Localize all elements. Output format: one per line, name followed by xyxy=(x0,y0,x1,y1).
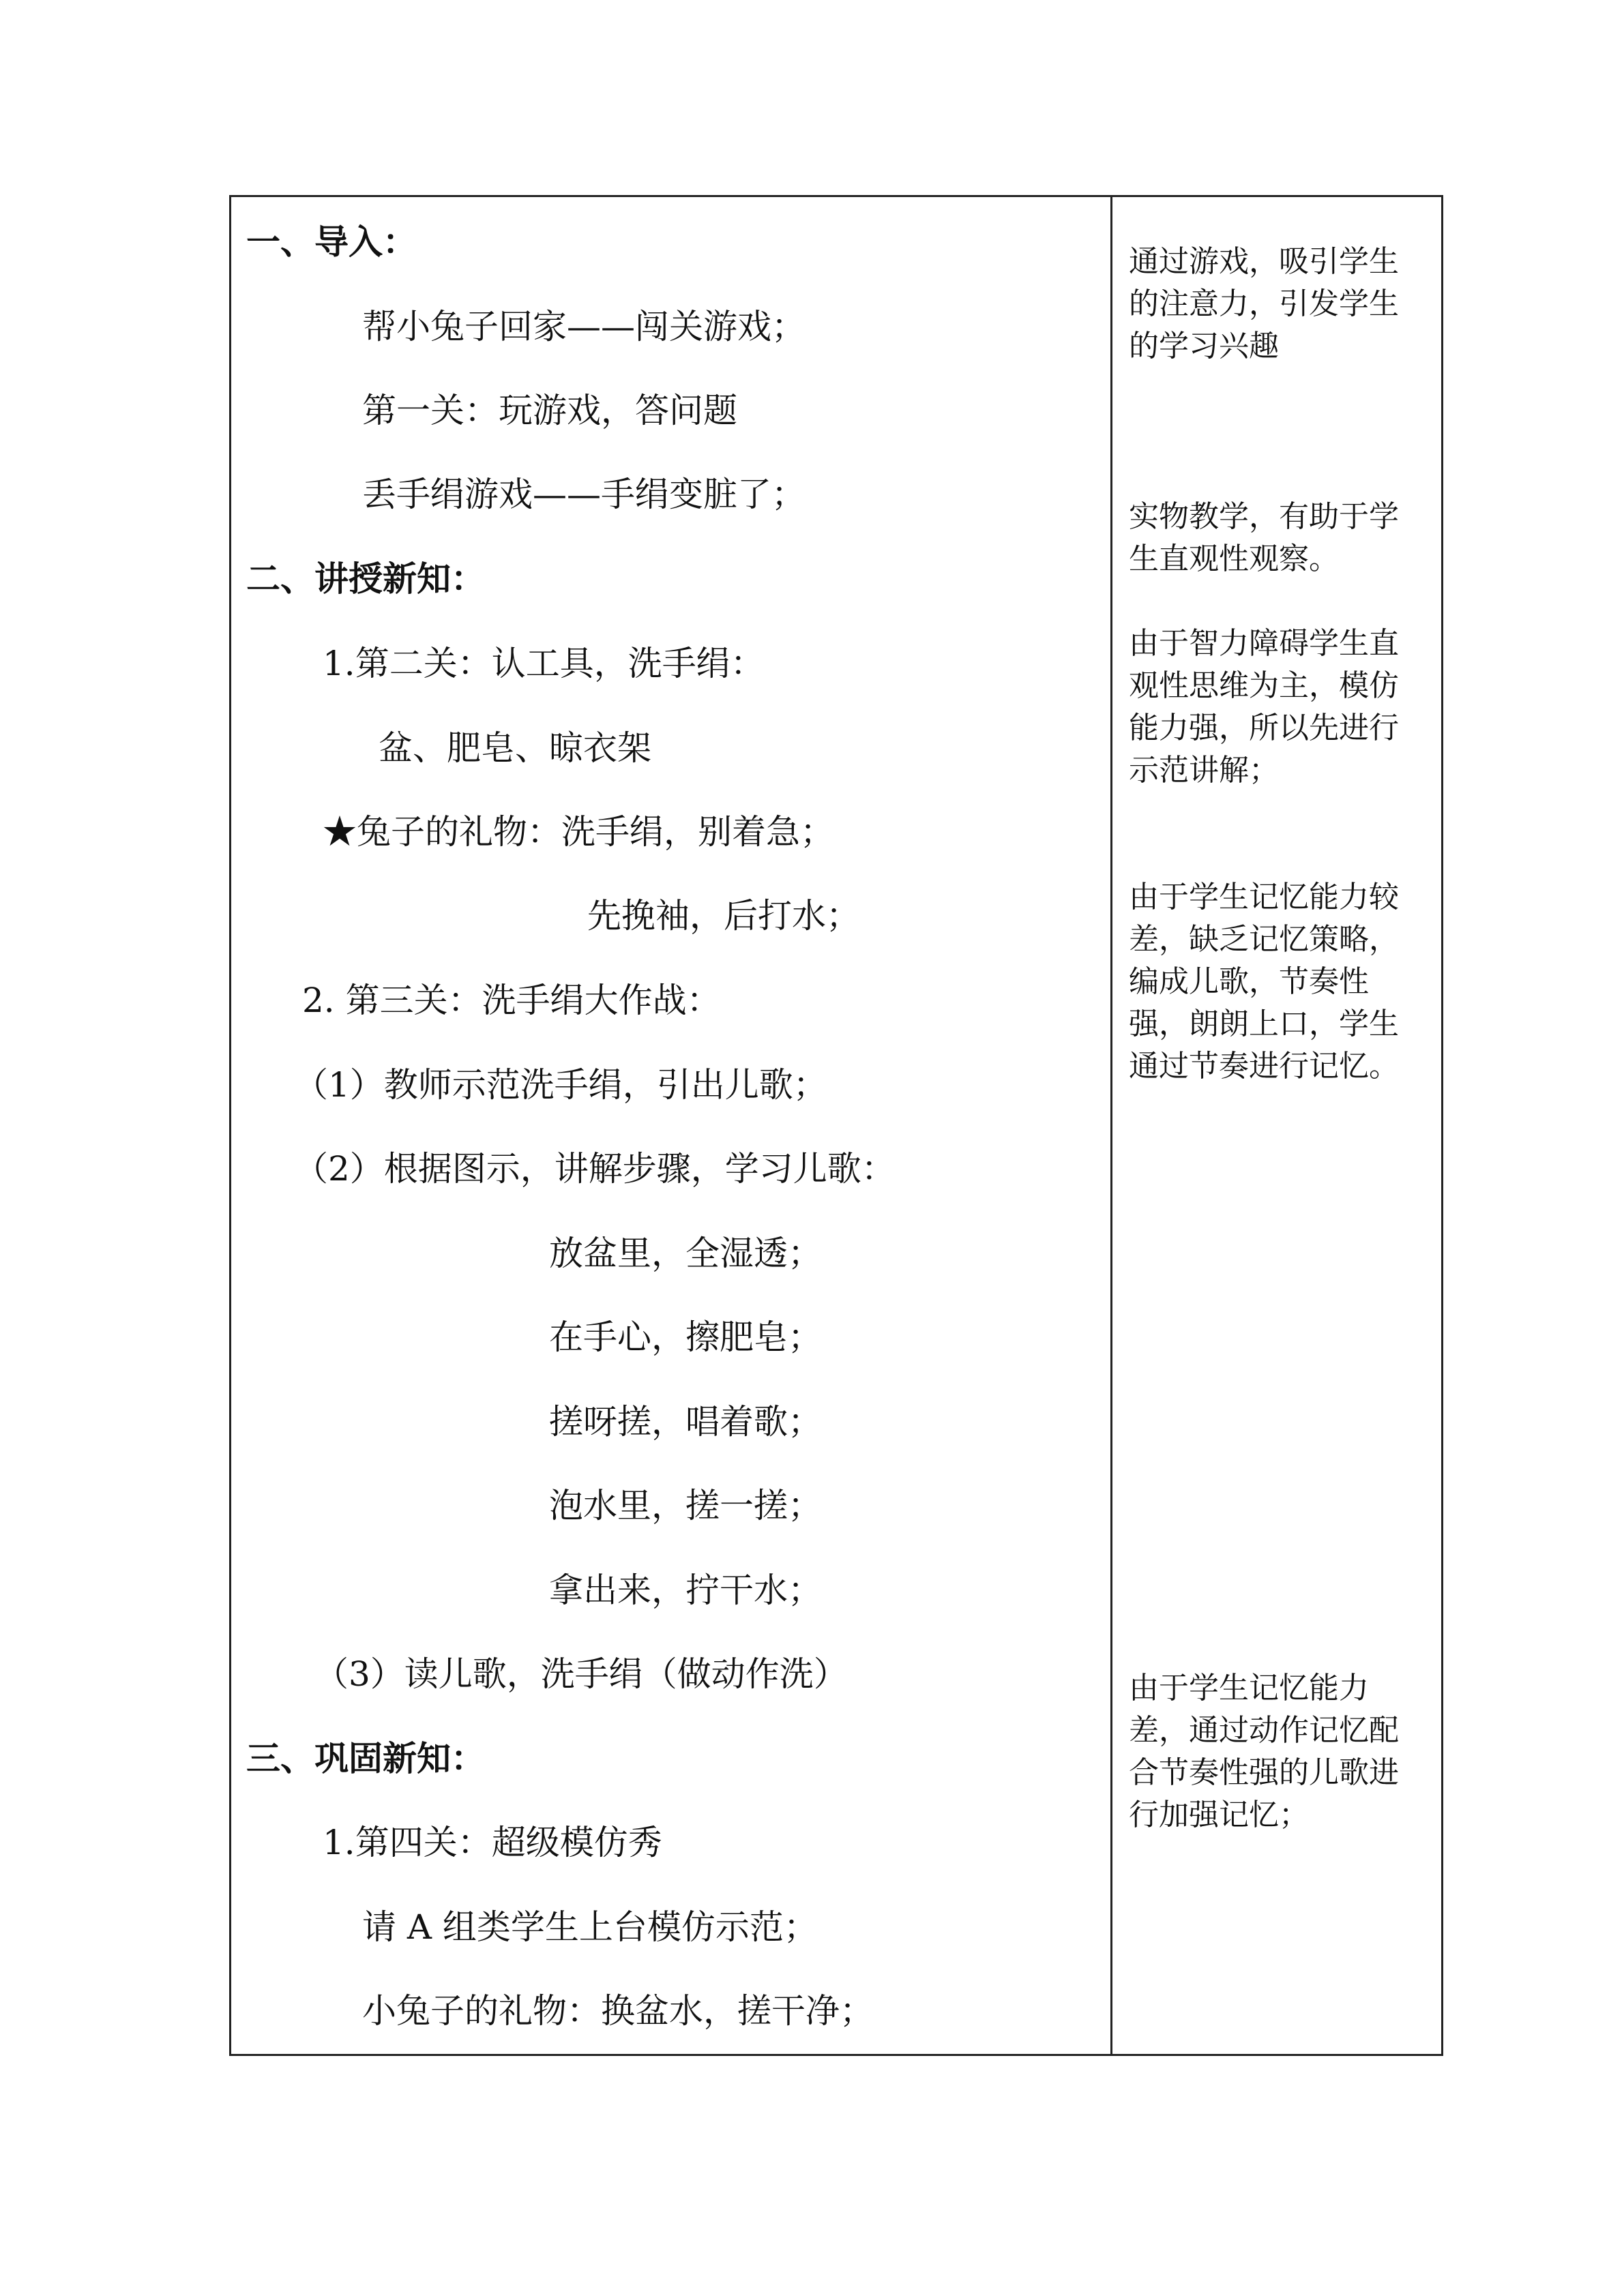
note-block xyxy=(1129,1667,1429,1836)
design-intent-column xyxy=(1112,197,1443,2054)
text-line: 先挽袖，后打水； xyxy=(587,896,860,936)
note-line: 差，缺乏记忆策略， xyxy=(1129,922,1399,957)
note-line: 的注意力，引发学生 xyxy=(1129,286,1399,321)
text-line: （3）读儿歌，洗手绢（做动作洗） xyxy=(314,1654,848,1694)
note-block xyxy=(1129,241,1429,368)
note-block xyxy=(1129,623,1429,792)
note-block xyxy=(1129,496,1429,580)
text-line: 2. 第三关：洗手绢大作战： xyxy=(302,981,721,1020)
note-line: 编成儿歌，节奏性 xyxy=(1129,964,1369,999)
note-line: 由于学生记忆能力较 xyxy=(1129,880,1399,914)
text-line: 第一关：玩游戏，答问题 xyxy=(362,391,737,430)
chant-line: 搓呀搓，唱着歌； xyxy=(549,1402,822,1442)
note-line: 差，通过动作记忆配 xyxy=(1129,1713,1399,1748)
chant-line: 泡水里，搓一搓； xyxy=(549,1486,822,1525)
note-line: 的学习兴趣 xyxy=(1129,329,1279,363)
note-line: 通过节奏进行记忆。 xyxy=(1129,1049,1399,1084)
lesson-plan-table xyxy=(229,195,1443,2056)
note-line: 实物教学，有助于学 xyxy=(1129,499,1399,534)
section-heading-consolidation: 三、巩固新知： xyxy=(246,1739,485,1778)
text-line: 丢手绢游戏——手绢变脏了； xyxy=(362,475,806,514)
chant-line: 放盆里，全湿透； xyxy=(549,1234,822,1273)
text-line: （1）教师示范洗手绢，引出儿歌； xyxy=(294,1065,827,1105)
note-line: 强，朗朗上口，学生 xyxy=(1129,1007,1399,1041)
note-line: 通过游戏，吸引学生 xyxy=(1129,244,1399,279)
note-line: 能力强，所以先进行 xyxy=(1129,711,1399,745)
chant-line: 拿出来，拧干水； xyxy=(549,1570,822,1610)
note-line: 生直观性观察。 xyxy=(1129,541,1339,576)
text-line: 帮小兔子回家——闯关游戏； xyxy=(362,307,806,346)
text-line: 1.第四关：超级模仿秀 xyxy=(323,1823,662,1862)
note-block xyxy=(1129,876,1429,1088)
text-line: ★兔子的礼物：洗手绢，别着急； xyxy=(323,812,834,852)
text-line: 1.第二关：认工具，洗手绢： xyxy=(323,644,765,683)
text-line: （2）根据图示，讲解步骤，学习儿歌： xyxy=(294,1149,896,1189)
note-line: 由于智力障碍学生直 xyxy=(1129,626,1399,661)
teaching-process-column xyxy=(231,197,1110,2054)
note-line: 行加强记忆； xyxy=(1129,1798,1309,1832)
chant-line: 在手心，擦肥皂； xyxy=(549,1317,822,1357)
note-line: 示范讲解； xyxy=(1129,753,1279,788)
text-line: 盆、肥皂、晾衣架 xyxy=(379,728,651,768)
note-line: 观性思维为主，模仿 xyxy=(1129,668,1399,703)
section-heading-intro: 一、导入： xyxy=(246,222,417,262)
text-line: 请 A 组类学生上台模仿示范； xyxy=(362,1907,818,1947)
note-line: 合节奏性强的儿歌进 xyxy=(1129,1755,1399,1790)
note-line: 由于学生记忆能力 xyxy=(1129,1671,1369,1705)
text-line: 小兔子的礼物：换盆水，搓干净； xyxy=(362,1991,874,2031)
section-heading-new-knowledge: 二、讲授新知： xyxy=(246,559,485,599)
